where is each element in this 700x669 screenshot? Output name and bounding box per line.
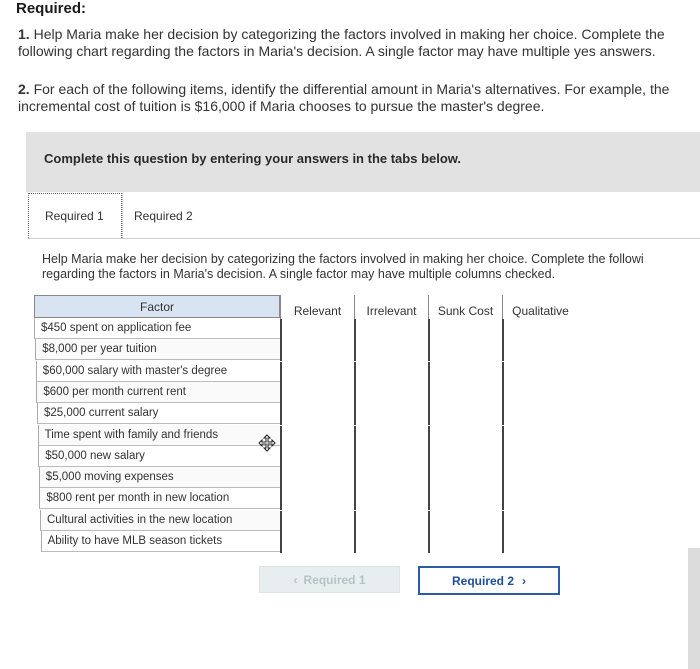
checkbox-cell-sunk-cost[interactable]	[428, 340, 502, 361]
checkbox-cell-qualitative[interactable]	[502, 532, 578, 553]
table-row	[280, 532, 578, 553]
table-row	[280, 447, 578, 468]
checkbox-cell-relevant[interactable]	[280, 340, 354, 361]
checkbox-cell-qualitative[interactable]	[502, 489, 578, 510]
checkbox-cell-irrelevant[interactable]	[354, 340, 428, 361]
checkbox-cell-irrelevant[interactable]	[354, 319, 428, 340]
checkbox-cell-sunk-cost[interactable]	[428, 489, 502, 510]
factor-row-label: $600 per month current rent	[36, 382, 280, 403]
factor-column-header: Factor	[34, 295, 280, 318]
checkbox-cell-sunk-cost[interactable]	[428, 404, 502, 425]
factor-row-label: Cultural activities in the new location	[40, 510, 280, 531]
instruction-text: Complete this question by entering your answers in the tabs below.	[44, 151, 462, 166]
checkbox-cell-sunk-cost[interactable]	[428, 468, 502, 489]
item-2-text: For each of the following items, identify the differential amount in Maria's alternatives. For example, the incremental cost of tuition is $16,000 if Maria chooses to pursue the master's degree.	[18, 81, 670, 114]
table-row	[280, 489, 578, 510]
factor-row-label: $5,000 moving expenses	[39, 467, 280, 488]
irrelevant-column-header: Irrelevant	[354, 295, 428, 325]
checkbox-cell-irrelevant[interactable]	[354, 426, 428, 447]
item-1-number: 1.	[18, 26, 30, 42]
chevron-right-icon: ›	[522, 573, 526, 588]
instruction-bar	[26, 132, 700, 192]
tab-required-1[interactable]: Required 1	[28, 193, 122, 238]
checkbox-cell-relevant[interactable]	[280, 383, 354, 404]
table-row	[280, 468, 578, 489]
checkbox-cell-qualitative[interactable]	[502, 447, 578, 468]
checkbox-cell-irrelevant[interactable]	[354, 404, 428, 425]
checkbox-cell-qualitative[interactable]	[502, 426, 578, 447]
previous-tab-button[interactable]	[259, 566, 400, 593]
checkbox-cell-irrelevant[interactable]	[354, 468, 428, 489]
checkbox-cell-relevant[interactable]	[280, 447, 354, 468]
checkbox-cell-qualitative[interactable]	[502, 511, 578, 532]
table-row	[280, 426, 578, 447]
next-tab-label: Required 2	[451, 573, 514, 588]
factor-row-label: $25,000 current salary	[37, 403, 280, 424]
checkbox-cell-relevant[interactable]	[280, 426, 354, 447]
relevant-column-header: Relevant	[280, 295, 354, 325]
checkbox-cell-relevant[interactable]	[280, 489, 354, 510]
table-row	[280, 404, 578, 425]
factor-row-label: $8,000 per year tuition	[35, 339, 280, 360]
checkbox-cell-qualitative[interactable]	[502, 404, 578, 425]
checkbox-cell-relevant[interactable]	[280, 532, 354, 553]
table-row	[280, 511, 578, 532]
table-row	[280, 362, 578, 383]
previous-tab-label: Required 1	[303, 572, 366, 587]
required-item-2	[18, 81, 698, 115]
next-tab-button[interactable]	[418, 566, 560, 595]
item-1-text: Help Maria make her decision by categorizing the factors involved in making her choice. Complete the following chart regarding the factors in Maria's decision. A single factor may have multiple yes answers.	[18, 26, 665, 59]
checkbox-cell-relevant[interactable]	[280, 362, 354, 383]
factor-row-label: $800 rent per month in new location	[39, 488, 280, 509]
page-scrollbar[interactable]	[688, 548, 700, 669]
move-cursor-icon	[258, 434, 276, 452]
checkbox-cell-irrelevant[interactable]	[354, 511, 428, 532]
checkbox-cell-relevant[interactable]	[280, 511, 354, 532]
checkbox-cell-irrelevant[interactable]	[354, 362, 428, 383]
table-row	[280, 383, 578, 404]
table-row	[280, 340, 578, 361]
checkbox-cell-irrelevant[interactable]	[354, 447, 428, 468]
checkbox-cell-sunk-cost[interactable]	[428, 383, 502, 404]
required-item-1	[18, 26, 698, 60]
checkbox-cell-qualitative[interactable]	[502, 340, 578, 361]
factor-row-label: Time spent with family and friends	[38, 425, 280, 446]
panel-instructions-line-2: regarding the factors in Maria's decision. A single factor may have multiple columns checked.	[42, 267, 556, 281]
checkbox-cell-sunk-cost[interactable]	[428, 319, 502, 340]
checkbox-cell-sunk-cost[interactable]	[428, 362, 502, 383]
checkbox-cell-sunk-cost[interactable]	[428, 532, 502, 553]
checkbox-cell-qualitative[interactable]	[502, 362, 578, 383]
factor-row-label: Ability to have MLB season tickets	[41, 531, 280, 552]
checkbox-cell-irrelevant[interactable]	[354, 489, 428, 510]
checkbox-cell-sunk-cost[interactable]	[428, 426, 502, 447]
item-2-number: 2.	[18, 81, 30, 97]
sunk-cost-column-header: Sunk Cost	[428, 295, 502, 325]
panel-instructions	[42, 252, 700, 282]
checkbox-cell-qualitative[interactable]	[502, 383, 578, 404]
qualitative-column-header: Qualitative	[502, 295, 578, 325]
panel-instructions-line-1: Help Maria make her decision by categorizing the factors involved in making her choice. Complete the followi	[42, 252, 644, 266]
checkbox-cell-relevant[interactable]	[280, 319, 354, 340]
tab-required-2[interactable]: Required 2	[122, 193, 212, 238]
table-row	[280, 319, 578, 340]
checkbox-cell-qualitative[interactable]	[502, 319, 578, 340]
factor-row-label: $50,000 new salary	[38, 446, 280, 467]
factor-row-label: $450 spent on application fee	[34, 318, 280, 339]
checkbox-cell-qualitative[interactable]	[502, 468, 578, 489]
required-heading: Required:	[16, 0, 87, 17]
checkbox-cell-irrelevant[interactable]	[354, 383, 428, 404]
tab-bar	[28, 193, 700, 238]
checkbox-cell-sunk-cost[interactable]	[428, 447, 502, 468]
checkbox-cell-relevant[interactable]	[280, 404, 354, 425]
chevron-left-icon: ‹	[293, 572, 298, 587]
checkbox-cell-relevant[interactable]	[280, 468, 354, 489]
checkbox-cell-sunk-cost[interactable]	[428, 511, 502, 532]
checkbox-cell-irrelevant[interactable]	[354, 532, 428, 553]
factor-row-label: $60,000 salary with master's degree	[36, 361, 280, 382]
